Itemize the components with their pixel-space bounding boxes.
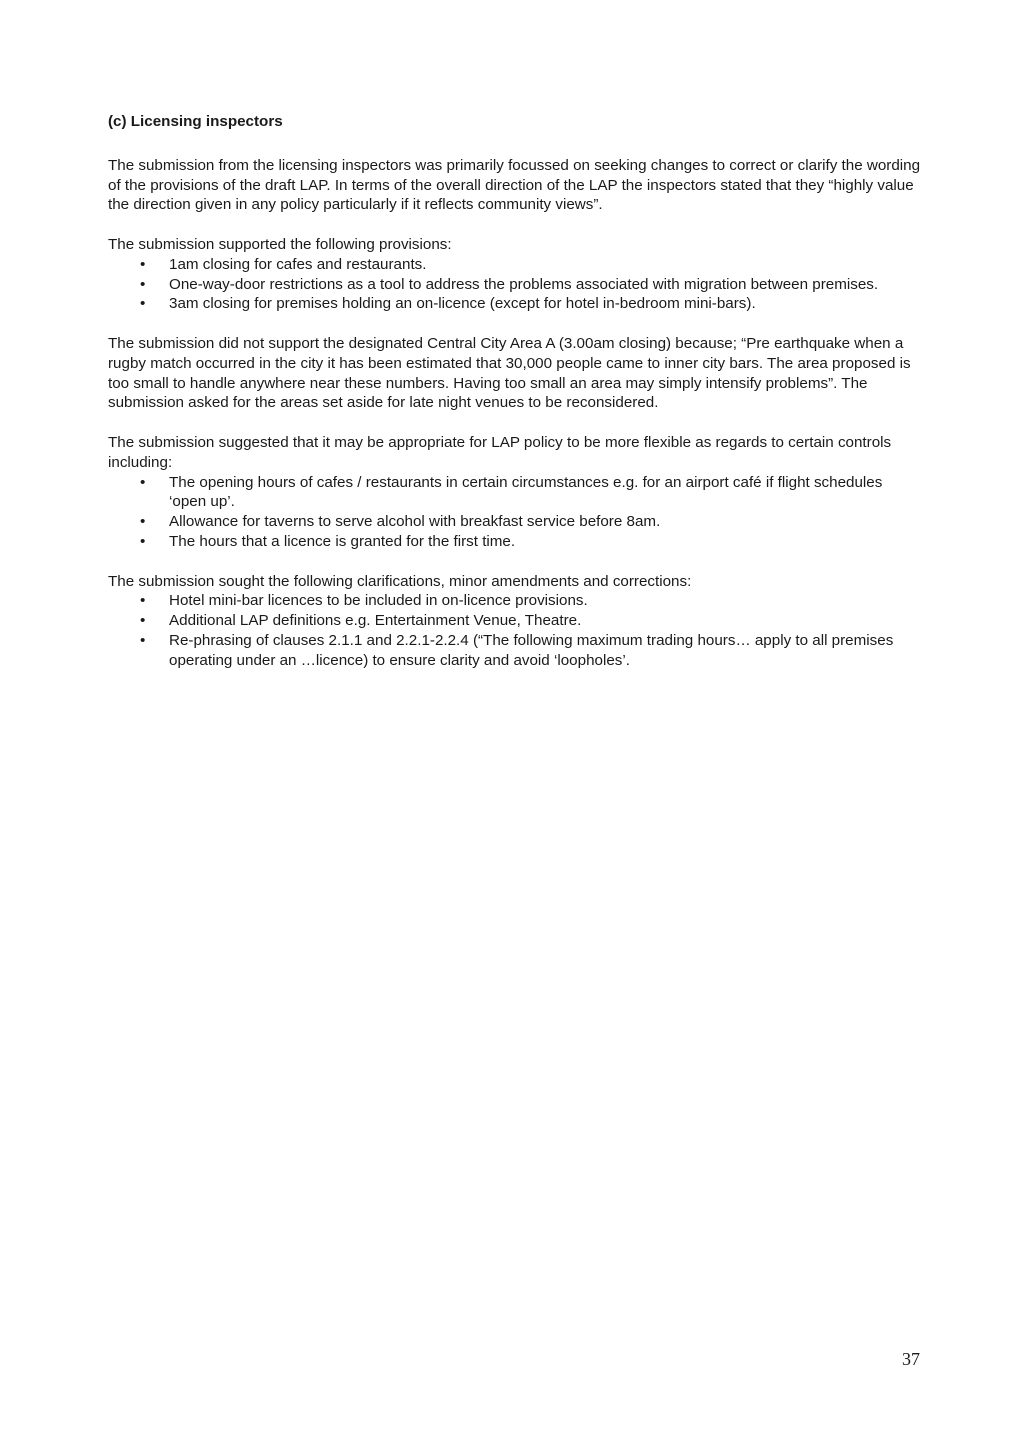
flexible-list	[108, 473, 923, 552]
not-supported-paragraph: The submission did not support the designated Central City Area A (3.00am closing) because; “Pre earthquake when a rugby match occurred in the city it has been estimated that 30,000 people came to inner city bars. The area proposed is too small to handle anywhere near these numbers. Having too small an area may simply intensify problems”. The submission asked for the areas set aside for late night venues to be reconsidered.	[108, 334, 911, 412]
list-item: • Additional LAP definitions e.g. Entertainment Venue, Theatre.	[108, 611, 923, 631]
list-item: • Allowance for taverns to serve alcohol with breakfast service before 8am.	[108, 512, 923, 532]
list-item: • One-way-door restrictions as a tool to address the problems associated with migration between premises.	[108, 275, 923, 295]
list-item: • The opening hours of cafes / restaurants in certain circumstances e.g. for an airport café if flight schedules ‘open up’.	[108, 473, 923, 513]
intro-paragraph: The submission from the licensing inspectors was primarily focussed on seeking changes to correct or clarify the wording of the provisions of the draft LAP. In terms of the overall direction of the LAP the inspectors stated that they “highly value the direction given in any policy particularly if it reflects community views”.	[108, 156, 921, 214]
section-heading: (c) Licensing inspectors	[108, 113, 283, 130]
flexible-lead: The submission suggested that it may be appropriate for LAP policy to be more flexible as regards to certain controls including:	[108, 433, 892, 471]
page-number: 37	[902, 1349, 920, 1369]
list-item: • Re-phrasing of clauses 2.1.1 and 2.2.1-2.2.4 (“The following maximum trading hours… apply to all premises operating under an …licence) to ensure clarity and avoid ‘loopholes’.	[108, 631, 923, 671]
list-item: • 3am closing for premises holding an on-licence (except for hotel in-bedroom mini-bars).	[108, 294, 923, 314]
list-item: • 1am closing for cafes and restaurants.	[108, 255, 923, 275]
list-item: • The hours that a licence is granted for the first time.	[108, 532, 923, 552]
supported-lead: The submission supported the following provisions:	[108, 235, 452, 253]
list-item: • Hotel mini-bar licences to be included in on-licence provisions.	[108, 591, 923, 611]
document-page	[108, 112, 923, 690]
clarifications-lead: The submission sought the following clarifications, minor amendments and corrections:	[108, 572, 692, 590]
supported-list	[108, 255, 923, 314]
clarifications-list	[108, 591, 923, 670]
